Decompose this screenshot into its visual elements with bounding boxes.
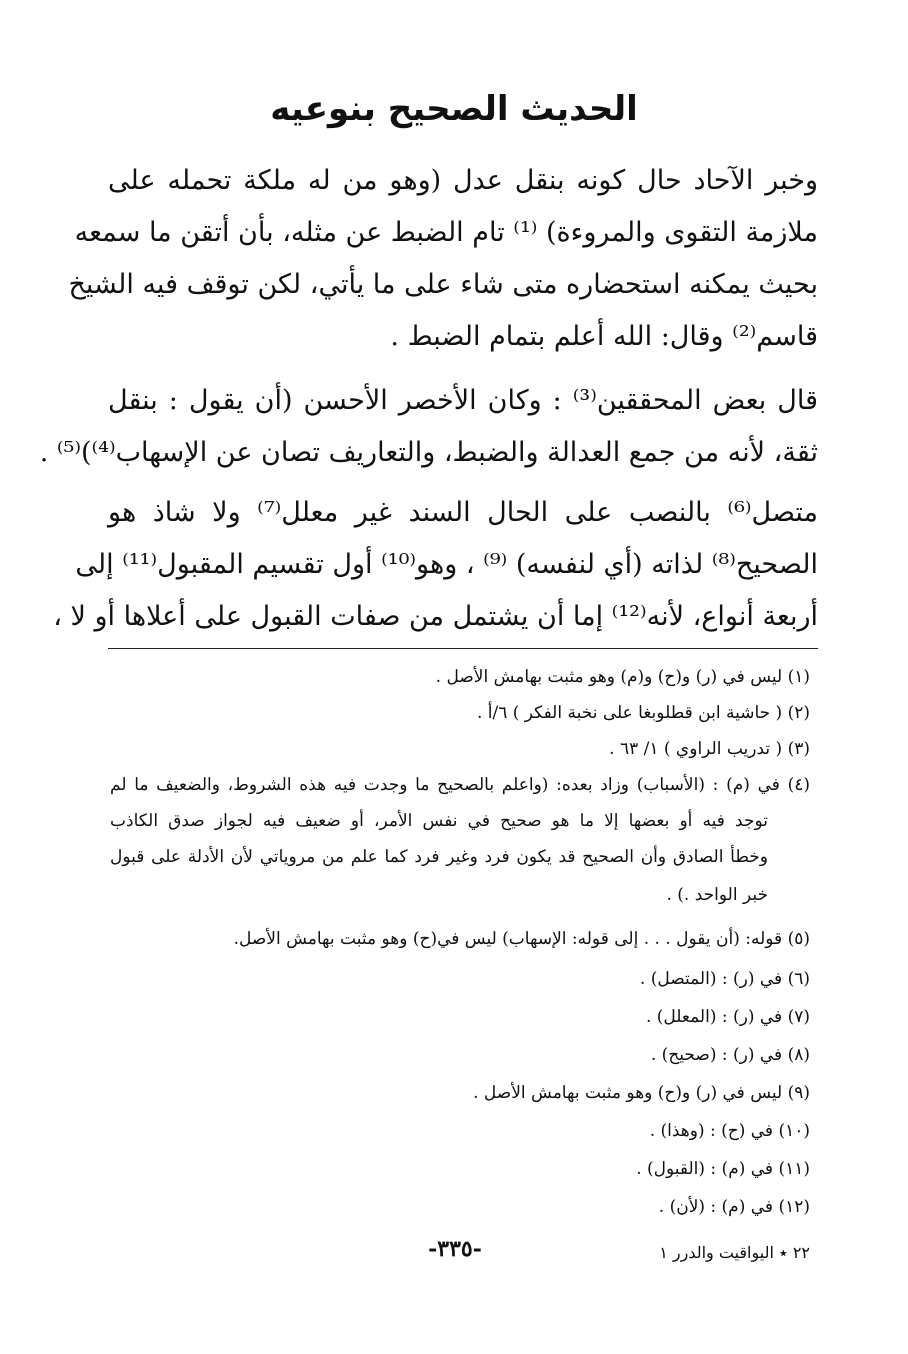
footnote-continuation: خبر الواحد .) . bbox=[666, 885, 768, 905]
main-text-line: الصحيح⁽⁸⁾ لذاته (أي لنفسه) ⁽⁹⁾ ، وهو⁽¹⁰⁾ أول تقسيم المقبول⁽¹¹⁾ إلى bbox=[75, 549, 818, 580]
main-text-line: أربعة أنواع، لأنه⁽¹²⁾ إما أن يشتمل من صفات القبول على أعلاها أو لا ، bbox=[53, 601, 818, 632]
footnote: (٩) ليس في (ر) و(ح) وهو مثبت بهامش الأصل . bbox=[473, 1083, 810, 1103]
footnote: (١٢) في (م) : (لأن) . bbox=[658, 1197, 810, 1217]
footnote: (٥) قوله: (أن يقول . . . إلى قوله: الإسهاب) ليس في(ح) وهو مثبت بهامش الأصل. bbox=[233, 929, 810, 949]
page-title: الحديث الصحيح بنوعيه bbox=[270, 89, 638, 129]
footnote: (٢) ( حاشية ابن قطلوبغا على نخبة الفكر ) ٦/أ . bbox=[476, 703, 810, 723]
footnote: (٨) في (ر) : (صحيح) . bbox=[650, 1045, 810, 1065]
main-text-line: قال بعض المحققين⁽³⁾ : وكان الأخصر الأحسن (أن يقول : بنقل bbox=[108, 385, 818, 416]
main-text-line: قاسم⁽²⁾ وقال: الله أعلم بتمام الضبط . bbox=[390, 321, 818, 352]
main-text-line: بحيث يمكنه استحضاره متى شاء على ما يأتي، لكن توقف فيه الشيخ bbox=[68, 269, 818, 300]
book-signature: ٢٢ ٭ اليواقيت والدرر ١ bbox=[659, 1243, 810, 1262]
main-text-line: ملازمة التقوى والمروءة) ⁽¹⁾ تام الضبط عن مثله، بأن أتقن ما سمعه bbox=[74, 217, 818, 248]
main-text-line: وخبر الآحاد حال كونه بنقل عدل (وهو من له ملكة تحمله على bbox=[108, 165, 818, 196]
footnote: (١٠) في (ح) : (وهذا) . bbox=[649, 1121, 810, 1141]
page-number: -٣٣٥- bbox=[428, 1236, 482, 1262]
footnote-continuation: وخطأ الصادق وأن الصحيح قد يكون فرد وغير فرد كما علم من مروياتي لأن الأدلة على قبول bbox=[110, 847, 768, 867]
footnote: (٦) في (ر) : (المتصل) . bbox=[639, 969, 810, 989]
footnote-divider bbox=[108, 648, 818, 649]
footnote: (٧) في (ر) : (المعلل) . bbox=[645, 1007, 810, 1027]
main-text-line: متصل⁽⁶⁾ بالنصب على الحال السند غير معلل⁽⁷⁾ ولا شاذ هو bbox=[108, 497, 818, 528]
main-text-line: ثقة، لأنه من جمع العدالة والضبط، والتعاريف تصان عن الإسهاب⁽⁴⁾)⁽⁵⁾ . bbox=[39, 437, 818, 468]
footnote: (٤) في (م) : (الأسباب) وزاد بعده: (واعلم بالصحيح ما وجدت فيه هذه الشروط، والضعيف ما لم bbox=[110, 775, 810, 795]
footnote: (١) ليس في (ر) و(ح) و(م) وهو مثبت بهامش الأصل . bbox=[435, 667, 810, 687]
footnote-continuation: توجد فيه أو بعضها إلا ما هو صحيح في نفس الأمر، أو ضعيف فيه لجواز صدق الكاذب bbox=[110, 811, 768, 831]
footnote: (١١) في (م) : (القبول) . bbox=[636, 1159, 810, 1179]
footnote: (٣) ( تدريب الراوي ) ١/ ٦٣ . bbox=[609, 739, 810, 759]
